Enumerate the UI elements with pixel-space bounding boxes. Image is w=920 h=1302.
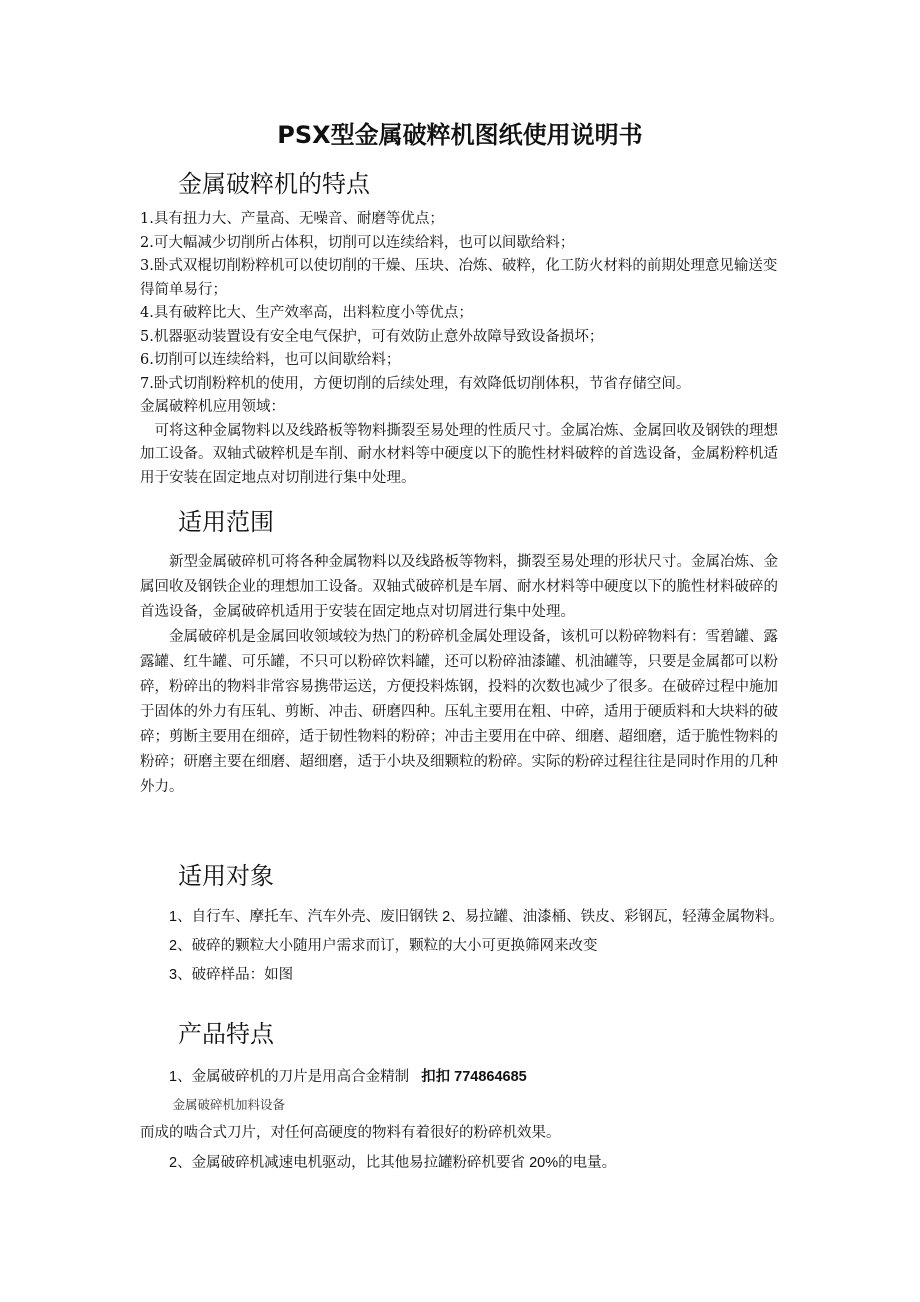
contact-qq: 扣扣 774864685 [421,1069,527,1085]
feature-item: 6.切削可以连续给料，也可以间歇给料； [140,352,401,368]
product-item-1-continued: 而成的啮合式刀片，对任何高硬度的物料有着很好的粉碎机效果。 [140,1125,561,1141]
application-text: 可将这种金属物料以及线路板等物料撕裂至易处理的性质尺寸。金属冶炼、金属回收及钢铁的理想加工设备。双轴式破粹机是车削、耐水材料等中硬度以下的脆性材料破粹的首选设备，金属粉粹机适用于安装在固定地点对切削进行集中处理。 [140,422,778,486]
figure-caption: 金属破碎机加料设备 [172,1098,286,1112]
scope-paragraph: 新型金属破碎机可将各种金属物料以及线路板等物料，撕裂至易处理的形状尺寸。金属冶炼、金属回收及钢铁企业的理想加工设备。双轴式破碎机是车屑、耐水材料等中硬度以下的脆性材料破碎的首选设备，金属破碎机适用于安装在固定地点对切屑进行集中处理。 [140,554,778,620]
product-features [140,1062,788,1178]
product-item-1-text: 1、金属破碎机的刀片是用高合金精制 [169,1069,410,1085]
scope-paragraph: 金属破碎机是金属回收领域较为热门的粉碎机金属处理设备，该机可以粉碎物料有：雪碧罐、露露罐、红牛罐、可乐罐，不只可以粉碎饮料罐，还可以粉碎油漆罐、机油罐等，只要是金属都可以粉碎，粉碎出的物料非常容易携带运送，方便投料炼钢，投料的次数也减少了很多。在破碎过程中施加于固体的外力有压轧、剪断、冲击、研磨四种。压轧主要用在粗、中碎，适用于硬质料和大块料的破碎；剪断主要用在细碎，适于韧性物料的粉碎；冲击主要用在中碎、细磨、超细磨，适于脆性物料的粉碎；研磨主要在细磨、超细磨，适于小块及细颗粒的粉碎。实际的粉碎过程往往是同时作用的几种外力。 [140,629,778,795]
object-item: 3、破碎样品：如图 [169,967,294,983]
object-item: 1、自行车、摩托车、汽车外壳、废旧钢铁 2、易拉罐、油漆桶、铁皮、彩钢瓦，轻薄金属物料。 [169,909,784,925]
features-list [140,208,788,490]
product-item-1 [140,1062,788,1092]
feature-item: 5.机器驱动装置设有安全电气保护，可有效防止意外故障导致设备损坏； [140,328,604,345]
feature-item: 2.可大幅减少切削所占体积，切削可以连续给料，也可以间歇给料； [140,234,575,251]
heading-features: 金属破粹机的特点 [178,170,370,198]
heading-scope: 适用范围 [178,508,274,536]
scope-paragraphs [140,550,788,800]
heading-product: 产品特点 [178,1020,274,1048]
application-label: 金属破粹机应用领域： [140,399,285,415]
feature-item: 7.卧式切削粉粹机的使用，方便切削的后续处理，有效降低切削体积，节省存储空间。 [140,375,691,392]
objects-list [140,903,788,990]
heading-objects: 适用对象 [178,862,274,890]
product-item-2: 2、金属破碎机减速电机驱动，比其他易拉罐粉碎机要省 20%的电量。 [169,1155,617,1171]
feature-item: 3.卧式双棍切削粉粹机可以使切削的干燥、压块、冶炼、破粹，化工防火材料的前期处理意见输送变得简单易行； [140,258,778,298]
object-item: 2、破碎的颗粒大小随用户需求而订，颗粒的大小可更换筛网来改变 [169,938,598,954]
feature-item: 4.具有破粹比大、生产效率高，出料粒度小等优点； [140,305,473,321]
document-title: PSX型金属破粹机图纸使用说明书 [277,121,643,149]
feature-item: 1.具有扭力大、产量高、无噪音、耐磨等优点； [140,211,444,227]
